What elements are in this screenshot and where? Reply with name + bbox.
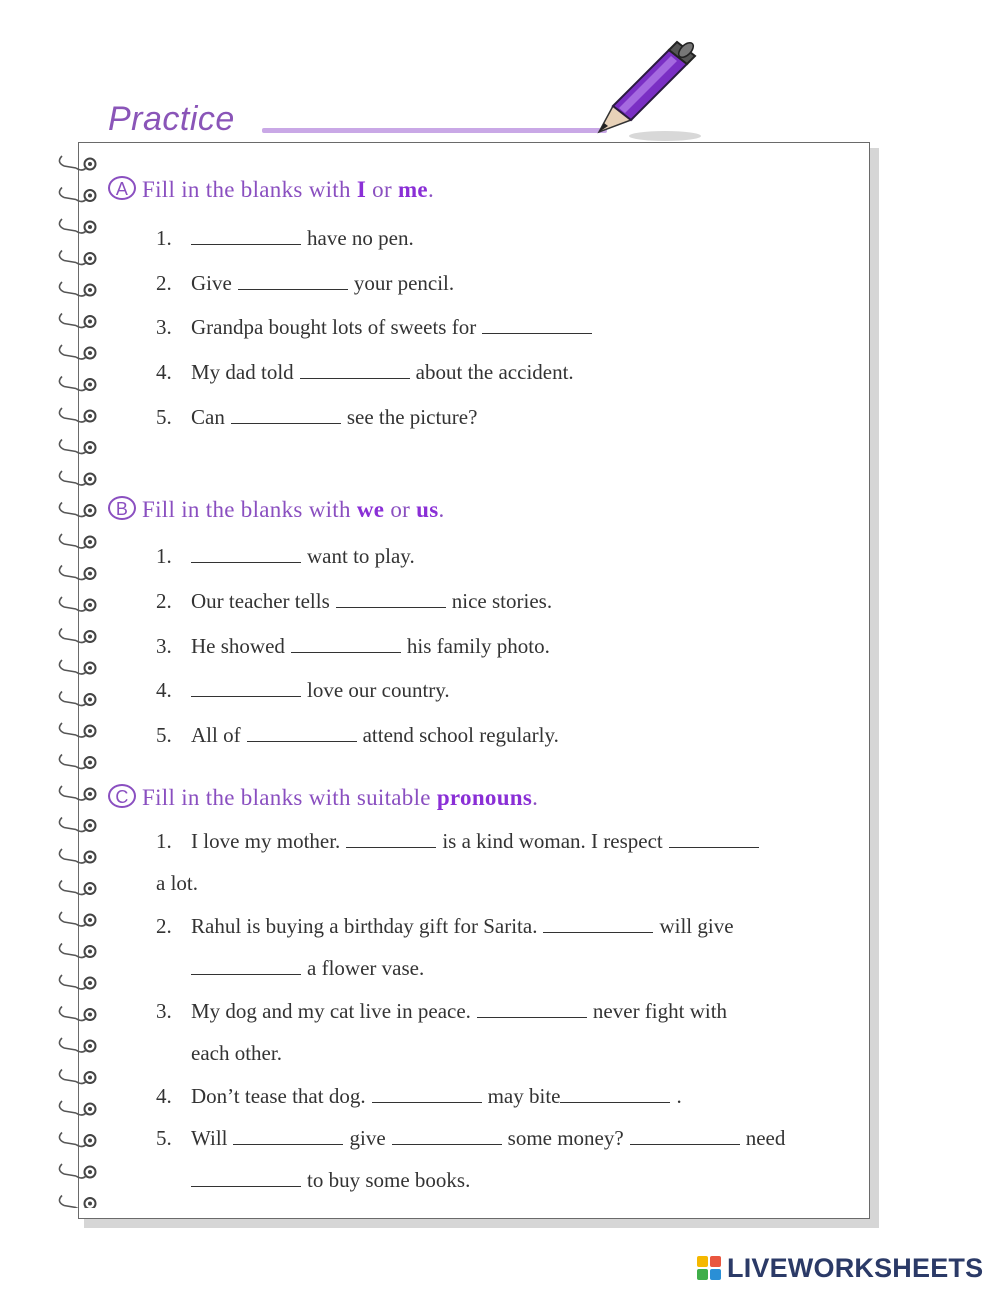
spiral-ring — [59, 755, 95, 769]
blank-field[interactable] — [543, 914, 653, 933]
section-a-badge: A — [108, 176, 136, 200]
logo-text: LIVEWORKSHEETS — [727, 1252, 984, 1283]
list-item-continuation: a flower vase. — [191, 956, 424, 981]
section-a-title: A Fill in the blanks with I or me. — [108, 176, 434, 203]
spiral-ring — [59, 660, 95, 674]
spiral-ring — [59, 1007, 95, 1021]
blank-field[interactable] — [336, 589, 446, 608]
blank-field[interactable] — [300, 360, 410, 379]
spiral-ring — [59, 282, 95, 296]
blank-field[interactable] — [392, 1126, 502, 1145]
spiral-ring — [59, 219, 95, 233]
blank-field[interactable] — [247, 723, 357, 742]
page-title: Practice — [108, 100, 235, 138]
spiral-ring — [59, 912, 95, 926]
section-b-badge: B — [108, 496, 136, 520]
spiral-ring — [59, 692, 95, 706]
spiral-ring — [59, 1101, 95, 1115]
list-item: 2. Give your pencil. — [156, 271, 455, 295]
list-item: 5. All of attend school regularly. — [156, 723, 559, 747]
spiral-ring — [59, 1133, 95, 1147]
spiral-ring — [59, 1164, 95, 1178]
spiral-ring — [59, 440, 95, 454]
spiral-ring — [59, 188, 95, 202]
list-item: 3. My dog and my cat live in peace. never fight with — [156, 999, 728, 1023]
list-item: 4. love our country. — [156, 678, 450, 702]
list-item: 4. My dad told about the accident. — [156, 360, 574, 384]
blank-field[interactable] — [372, 1084, 482, 1103]
spiral-ring — [59, 629, 95, 643]
spiral-ring — [59, 1070, 95, 1084]
spiral-ring — [59, 597, 95, 611]
blank-field[interactable] — [669, 829, 759, 848]
list-item: 5. Will give some money? need — [156, 1126, 786, 1150]
blank-field[interactable] — [630, 1126, 740, 1145]
spiral-ring — [59, 345, 95, 359]
list-item: 3. He showed his family photo. — [156, 634, 550, 658]
spiral-ring — [59, 534, 95, 548]
blank-field[interactable] — [191, 1168, 301, 1187]
blank-field[interactable] — [191, 226, 301, 245]
spiral-ring — [59, 377, 95, 391]
list-item: 4. Don’t tease that dog. may bite . — [156, 1084, 682, 1108]
spiral-ring — [59, 1196, 95, 1209]
spiral-ring — [59, 503, 95, 517]
liveworksheets-logo[interactable] — [697, 1253, 983, 1283]
blank-field[interactable] — [191, 544, 301, 563]
list-item-continuation: each other. — [191, 1041, 282, 1065]
blank-field[interactable] — [560, 1084, 670, 1103]
blank-field[interactable] — [191, 678, 301, 697]
spiral-ring — [59, 881, 95, 895]
list-item: 5. Can see the picture? — [156, 405, 478, 429]
spiral-ring — [59, 849, 95, 863]
list-item-continuation: to buy some books. — [191, 1168, 470, 1193]
spiral-ring — [59, 975, 95, 989]
list-item: 1. have no pen. — [156, 226, 414, 250]
spiral-ring — [59, 818, 95, 832]
spiral-ring — [59, 156, 95, 170]
blank-field[interactable] — [346, 829, 436, 848]
spiral-ring — [59, 566, 95, 580]
list-item: 2. Our teacher tells nice stories. — [156, 589, 553, 613]
pencil-icon — [585, 36, 705, 146]
blank-field[interactable] — [477, 999, 587, 1018]
spiral-ring — [59, 1038, 95, 1052]
blank-field[interactable] — [231, 405, 341, 424]
spiral-ring — [59, 251, 95, 265]
spiral-ring — [59, 944, 95, 958]
blank-field[interactable] — [191, 956, 301, 975]
section-c-badge: C — [108, 784, 136, 808]
logo-icon — [697, 1256, 721, 1280]
blank-field[interactable] — [482, 315, 592, 334]
spiral-ring — [59, 471, 95, 485]
list-item-continuation: a lot. — [156, 871, 198, 895]
spiral-ring — [59, 314, 95, 328]
blank-field[interactable] — [291, 634, 401, 653]
blank-field[interactable] — [233, 1126, 343, 1145]
blank-field[interactable] — [238, 271, 348, 290]
list-item: 1. I love my mother. is a kind woman. I respect — [156, 829, 765, 854]
spiral-ring — [59, 723, 95, 737]
title-underline — [262, 128, 607, 133]
spiral-binding — [52, 148, 110, 1208]
list-item: 1. want to play. — [156, 544, 415, 568]
section-b-title: B Fill in the blanks with we or us. — [108, 496, 445, 523]
list-item: 3. Grandpa bought lots of sweets for — [156, 315, 598, 340]
list-item: 2. Rahul is buying a birthday gift for Sarita. will give — [156, 914, 734, 938]
spiral-ring — [59, 786, 95, 800]
section-c-title: C Fill in the blanks with suitable pronouns. — [108, 784, 538, 811]
spiral-ring — [59, 408, 95, 422]
